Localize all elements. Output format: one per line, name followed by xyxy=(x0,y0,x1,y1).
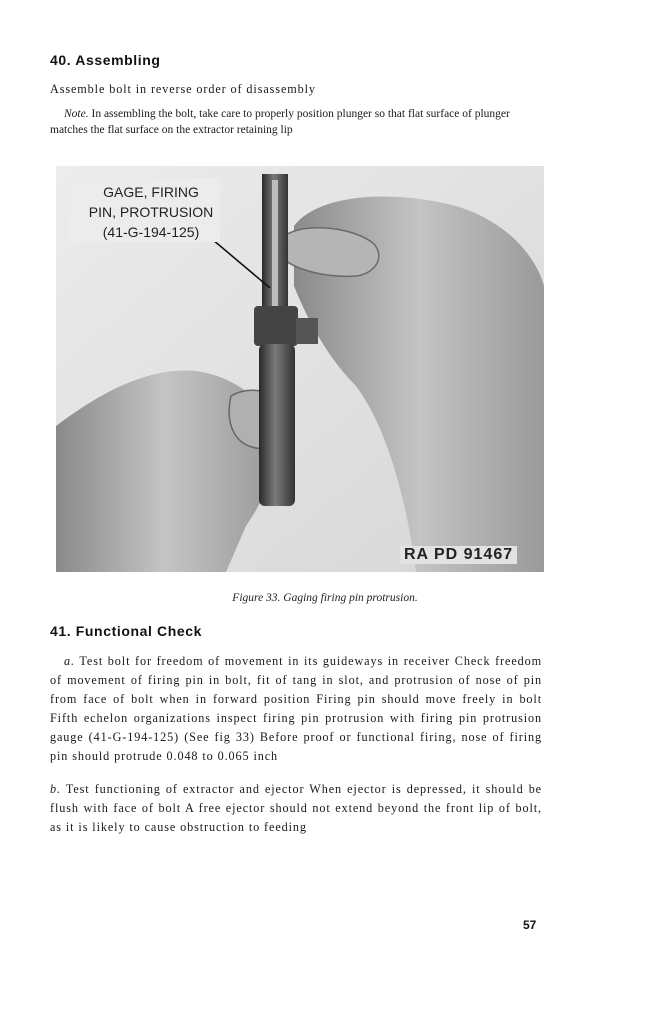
callout-line-2: PIN, PROTRUSION xyxy=(88,204,214,220)
para-b-label: b. xyxy=(50,782,61,796)
note-text: In assembling the bolt, take care to properly position plunger so that flat surface of plunger matches the flat surface on the extractor retaining lip xyxy=(50,108,510,136)
section-40-heading: 40. Assembling xyxy=(50,52,161,68)
para-a-text: Test bolt for freedom of movement in its guideways in receiver Check freedom of movement of firing pin in bolt, fit of tang in slot, and protrusion of nose of pin from face of bolt when in forward position Firing pin should move freely in bolt Fifth echelon organizations inspect firing pin protrusion with firing pin protrusion gauge (41-G-194-125) (See fig 33) Before proof or functional firing, nose of firing pin should protrude 0.048 to 0.065 inch xyxy=(50,654,542,763)
section-40-note xyxy=(50,106,542,138)
section-41-para-b xyxy=(50,780,542,837)
callout-line-1: GAGE, FIRING xyxy=(103,184,199,200)
section-41-heading: 41. Functional Check xyxy=(50,623,203,639)
figure-stamp: RA PD 91467 xyxy=(400,546,517,564)
section-41-para-a xyxy=(50,652,542,766)
para-a-label: a. xyxy=(64,654,75,668)
note-label: Note. xyxy=(64,108,89,120)
para-b-text: Test functioning of extractor and ejector When ejector is depressed, it should be flush with face of bolt A free ejector should not extend beyond the front lip of bolt, as it is likely to cause obstruction to feeding xyxy=(50,782,542,834)
figure-callout xyxy=(76,182,226,242)
page-number: 57 xyxy=(523,918,537,932)
gauge-body xyxy=(259,344,295,506)
gauge-collar xyxy=(254,306,298,346)
figure-photo xyxy=(56,166,544,572)
callout-line-3: (41-G-194-125) xyxy=(102,224,200,240)
figure-caption: Figure 33. Gaging firing pin protrusion. xyxy=(232,592,418,604)
gauge-slot xyxy=(272,180,278,310)
gauge-side-lug xyxy=(296,318,318,344)
section-40-body: Assemble bolt in reverse order of disassembly xyxy=(50,82,316,96)
